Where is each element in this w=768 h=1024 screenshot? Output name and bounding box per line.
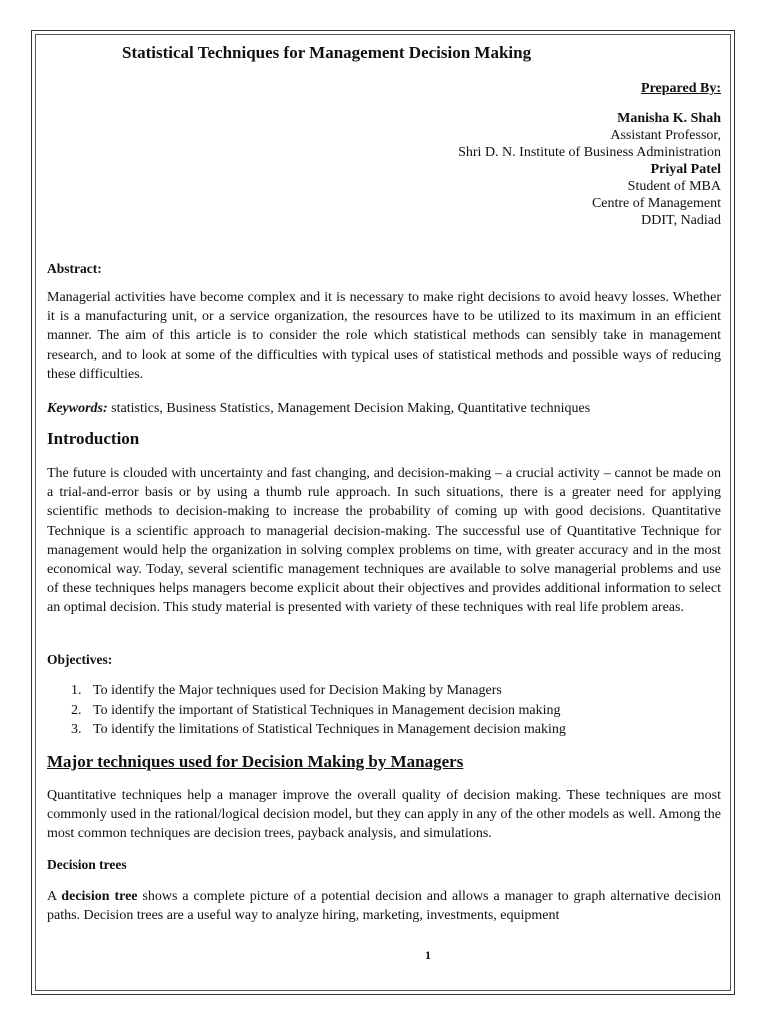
author1-affiliation: Shri D. N. Institute of Business Administration — [458, 145, 721, 160]
author-block — [458, 110, 721, 229]
list-item-number: 2. — [71, 702, 82, 718]
author2-dept: Centre of Management — [591, 196, 721, 211]
list-item — [47, 720, 566, 740]
author2-name: Priyal Patel — [650, 162, 721, 177]
major-techniques-heading: Major techniques used for Decision Making by Managers — [47, 752, 464, 771]
document-title: Statistical Techniques for Management Decision Making — [122, 43, 532, 62]
decision-trees-rest: shows a complete picture of a potential decision and allows a manager to graph alternative decision paths. Decision trees are a useful way to analyze hiring, marketing, investments, equipment — [47, 889, 722, 924]
list-item-number: 1. — [71, 683, 82, 698]
prepared-by-label: Prepared By: — [641, 81, 721, 96]
author1-name: Manisha K. Shah — [617, 111, 721, 126]
list-item-text: To identify the limitations of Statistical Techniques in Management decision making — [93, 722, 566, 737]
author2-role: Student of MBA — [627, 179, 721, 194]
introduction-text: The future is clouded with uncertainty and fast changing, and decision-making – a crucial activity – cannot be made on a trial-and-error basis or by using a thumb rule approach. In such situations, there is a greater need for applying scientific methods to decision-making to increase the probability of coming up with good decisions. Quantitative Technique is a scientific approach to managerial decision-making. The successful use of Quantitative Technique for management would help the organization in solving complex problems on time, with greater accuracy and in the most economical way. Today, several scientific management techniques are available to solve managerial problems and use of these techniques helps managers become explicit about their objectives and provides additional information to select an optimal decision. This study material is presented with variety of these techniques with real life problem areas. — [47, 466, 721, 616]
decision-trees-prefix: A — [47, 889, 62, 904]
decision-trees-text — [47, 887, 721, 925]
list-item-text: To identify the Major techniques used for Decision Making by Managers — [93, 683, 502, 698]
author2-place: DDIT, Nadiad — [641, 213, 721, 228]
objectives-heading: Objectives: — [47, 652, 113, 667]
page-number: 1 — [425, 948, 431, 962]
list-item — [47, 701, 566, 721]
keywords-label: Keywords: — [47, 401, 108, 416]
abstract-text: Managerial activities have become complex and it is necessary to make right decisions to avoid heavy losses. Whether it is a manufacturing unit, or a service organization, the resources have to be utilized to its maximum in an efficient manner. The aim of this article is to consider the role which statistical methods can sensibly take in management research, and to look at some of the difficulties with typical uses of statistical methods and possible ways of reducing these difficulties. — [47, 290, 721, 382]
keywords-text: statistics, Business Statistics, Management Decision Making, Quantitative techniques — [107, 401, 591, 416]
objectives-list — [47, 681, 566, 740]
keywords-line — [47, 399, 721, 418]
decision-trees-heading: Decision trees — [47, 857, 127, 872]
abstract-heading: Abstract: — [47, 261, 102, 276]
major-techniques-text: Quantitative techniques help a manager improve the overall quality of decision making. These techniques are most commonly used in the rational/logical decision model, but they can apply in any of the other models as well. Among the most common techniques are decision trees, payback analysis, and simulations. — [47, 788, 721, 842]
author1-role: Assistant Professor, — [610, 128, 721, 143]
decision-tree-term: decision tree — [61, 889, 138, 904]
list-item-number: 3. — [71, 722, 82, 737]
list-item — [47, 681, 566, 701]
list-item-text: To identify the important of Statistical Techniques in Management decision making — [93, 702, 561, 718]
introduction-heading: Introduction — [47, 429, 140, 448]
